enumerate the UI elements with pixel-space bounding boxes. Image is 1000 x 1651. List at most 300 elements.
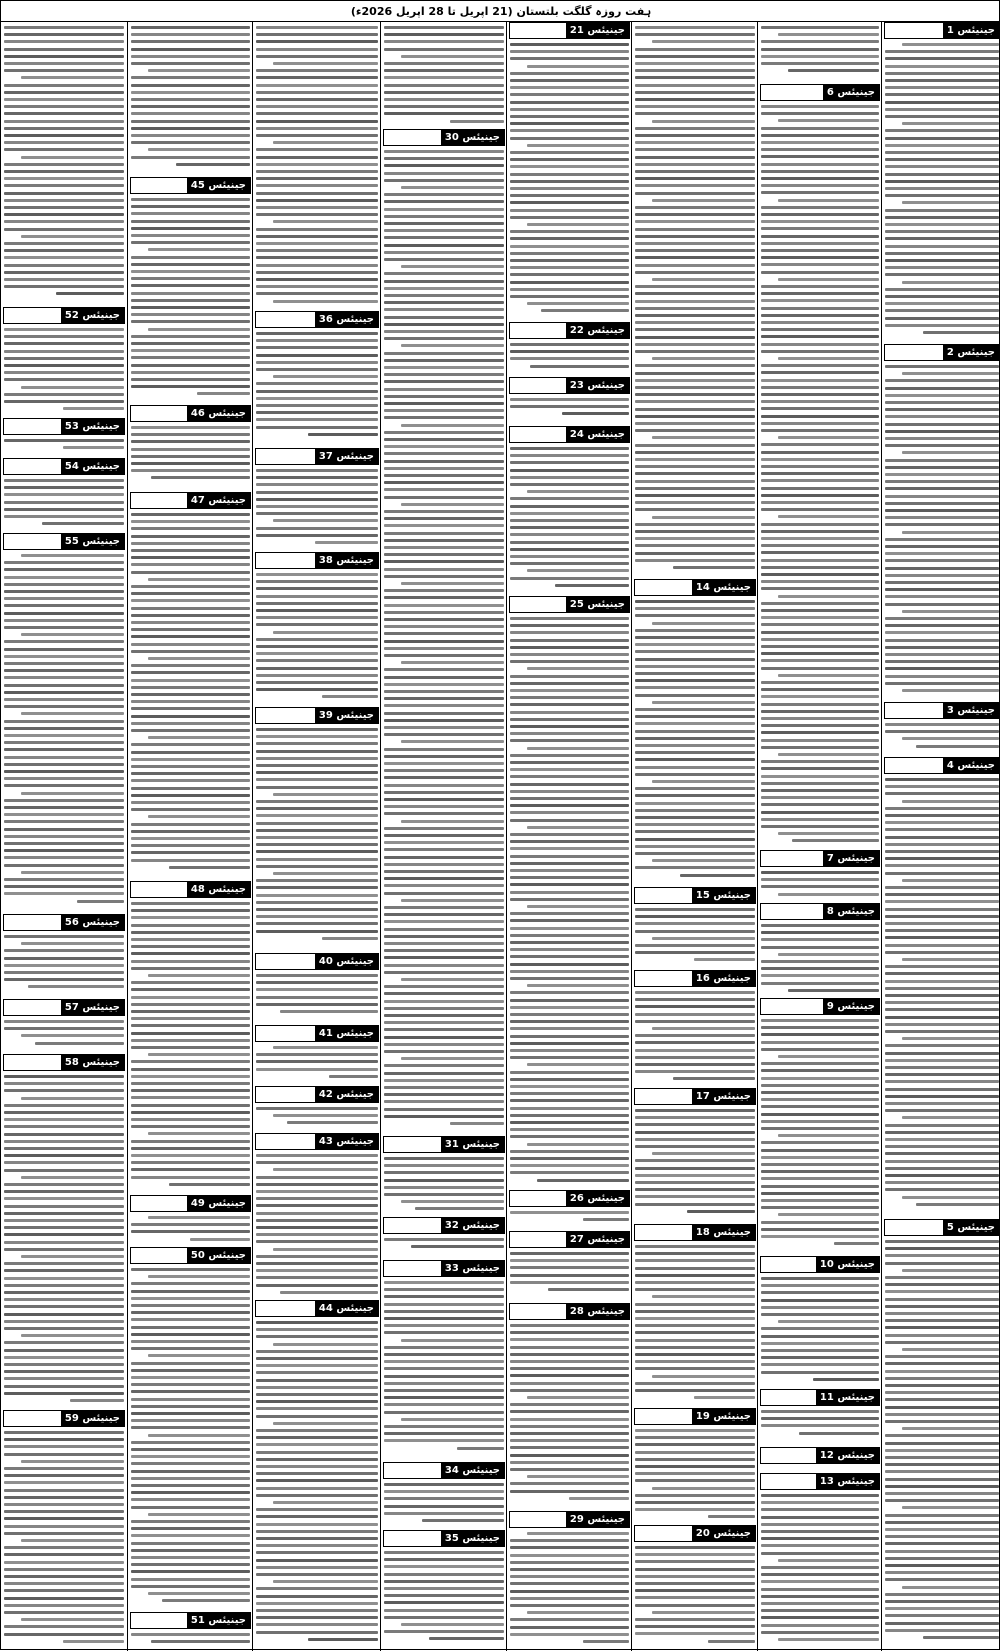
text-line — [510, 1633, 629, 1636]
text-line — [652, 436, 755, 439]
text-line — [384, 287, 504, 290]
text-line — [256, 91, 378, 94]
text-line — [287, 1121, 378, 1124]
text-line — [635, 1443, 755, 1446]
section-header — [760, 1473, 880, 1490]
text-line — [197, 392, 250, 395]
section-header-rule — [256, 1301, 315, 1316]
text-line — [761, 1537, 879, 1540]
section-header-label: جینیئس 45 — [187, 178, 250, 193]
text-line — [510, 1092, 629, 1095]
text-line — [4, 1625, 124, 1628]
text-line — [384, 1403, 504, 1406]
text-line — [510, 912, 629, 915]
text-line — [761, 220, 879, 223]
text-line — [510, 1049, 629, 1052]
text-line — [885, 1470, 999, 1473]
section-header-rule — [256, 1087, 315, 1102]
text-line — [256, 483, 378, 486]
text-line — [885, 821, 999, 824]
text-line — [384, 1064, 504, 1067]
text-line — [131, 1318, 250, 1321]
text-line — [885, 588, 999, 591]
text-line — [4, 1089, 124, 1092]
text-line — [761, 1206, 879, 1209]
text-line — [4, 1183, 124, 1186]
text-line — [384, 1007, 504, 1010]
text-line — [131, 1470, 250, 1473]
text-line — [885, 1622, 999, 1625]
text-line — [510, 675, 629, 678]
text-line — [527, 144, 629, 147]
text-line — [761, 946, 879, 949]
text-line — [510, 811, 629, 814]
text-line — [885, 115, 999, 118]
text-line — [256, 1602, 378, 1605]
article-text-block — [381, 24, 506, 127]
text-line — [761, 587, 879, 590]
text-line — [384, 208, 504, 211]
text-line — [635, 1501, 755, 1504]
text-line — [131, 1563, 250, 1566]
text-line — [256, 1386, 378, 1389]
text-line — [510, 1020, 629, 1023]
section-header — [255, 1133, 379, 1150]
text-line — [510, 955, 629, 958]
text-line — [384, 69, 504, 72]
text-line — [635, 429, 755, 432]
text-line — [4, 1269, 124, 1272]
text-line — [761, 1371, 879, 1374]
text-line — [70, 1399, 124, 1402]
text-line — [761, 580, 879, 583]
text-line — [308, 1638, 378, 1641]
text-line — [131, 1527, 250, 1530]
text-line — [527, 1396, 629, 1399]
text-line — [4, 1212, 124, 1215]
text-line — [885, 79, 999, 82]
text-line — [256, 858, 378, 861]
text-line — [384, 654, 504, 657]
text-line — [680, 874, 755, 877]
text-line — [151, 1640, 250, 1643]
text-line — [635, 1181, 755, 1184]
text-line — [21, 942, 124, 945]
text-line — [799, 1432, 879, 1435]
text-line — [21, 1460, 124, 1463]
section-header-rule — [4, 534, 61, 549]
text-line — [510, 739, 629, 742]
text-line — [4, 105, 124, 108]
text-line — [273, 631, 378, 634]
section-header — [3, 458, 125, 475]
text-line — [510, 1590, 629, 1593]
text-line — [761, 1417, 879, 1420]
text-line — [256, 491, 378, 494]
text-line — [131, 1556, 250, 1559]
text-line — [885, 1413, 999, 1416]
text-line — [384, 1558, 504, 1561]
text-line — [510, 209, 629, 212]
text-line — [885, 1514, 999, 1517]
text-line — [131, 1268, 250, 1271]
article-text-block — [758, 1492, 881, 1649]
text-line — [687, 1210, 755, 1213]
text-line — [635, 1195, 755, 1198]
text-line — [885, 1406, 999, 1409]
text-line — [761, 1501, 879, 1504]
text-line — [384, 805, 504, 808]
text-line — [4, 256, 124, 259]
section-header-rule — [761, 1257, 816, 1272]
text-line — [635, 300, 755, 303]
article-text-block — [882, 1238, 1000, 1649]
section-header — [509, 596, 630, 613]
text-line — [885, 1607, 999, 1610]
section-header — [760, 1447, 880, 1464]
text-line — [761, 1228, 879, 1231]
text-line — [510, 840, 629, 843]
text-line — [131, 1534, 250, 1537]
text-line — [256, 1226, 378, 1229]
text-line — [4, 501, 124, 504]
text-line — [4, 48, 124, 51]
text-line — [635, 307, 755, 310]
text-line — [4, 1561, 124, 1564]
text-line — [885, 1600, 999, 1603]
text-line — [131, 1089, 250, 1092]
text-line — [384, 150, 504, 153]
text-line — [384, 625, 504, 628]
text-line — [885, 72, 999, 75]
section-header-rule — [4, 1055, 61, 1070]
text-line — [4, 242, 124, 245]
text-line — [885, 1384, 999, 1387]
text-line — [635, 1339, 755, 1342]
text-line — [510, 855, 629, 858]
text-line — [256, 170, 378, 173]
text-line — [256, 512, 378, 515]
text-line — [510, 1099, 629, 1102]
text-line — [256, 778, 378, 781]
text-line — [384, 84, 504, 87]
text-line — [256, 33, 378, 36]
text-line — [635, 1429, 755, 1432]
text-line — [384, 676, 504, 679]
text-line — [902, 1196, 999, 1199]
text-line — [256, 1357, 378, 1360]
text-line — [384, 553, 504, 556]
text-line — [885, 86, 999, 89]
section-header-label: جینیئس 10 — [816, 1257, 879, 1272]
text-line — [635, 292, 755, 295]
text-line — [4, 1467, 124, 1470]
text-line — [384, 668, 504, 671]
text-line — [131, 1383, 250, 1386]
section-header-label: جینیئس 18 — [692, 1225, 755, 1240]
text-line — [384, 575, 504, 578]
text-line — [256, 1364, 378, 1367]
text-line — [761, 652, 879, 655]
text-line — [761, 1424, 879, 1427]
text-line — [4, 264, 124, 267]
text-line — [885, 639, 999, 642]
text-line — [384, 560, 504, 563]
text-line — [652, 622, 755, 625]
text-line — [131, 693, 250, 696]
text-line — [510, 259, 629, 262]
text-line — [510, 1410, 629, 1413]
text-line — [635, 206, 755, 209]
text-line — [635, 1288, 755, 1291]
text-line — [4, 1445, 124, 1448]
text-line — [761, 400, 879, 403]
text-line — [885, 1073, 999, 1076]
text-line — [4, 213, 124, 216]
text-line — [635, 1465, 755, 1468]
text-line — [652, 1611, 755, 1614]
text-line — [131, 542, 250, 545]
text-line — [131, 1448, 250, 1451]
text-line — [384, 380, 504, 383]
text-line — [411, 1245, 504, 1248]
text-line — [256, 1465, 378, 1468]
text-line — [131, 513, 250, 516]
text-line — [131, 1104, 250, 1107]
text-line — [131, 1223, 250, 1226]
text-line — [384, 870, 504, 873]
text-line — [694, 1396, 755, 1399]
text-line — [885, 965, 999, 968]
text-line — [131, 84, 250, 87]
text-line — [384, 769, 504, 772]
text-line — [384, 1389, 504, 1392]
text-line — [131, 599, 250, 602]
text-line — [510, 682, 629, 685]
text-line — [885, 581, 999, 584]
article-text-block — [381, 1279, 506, 1460]
text-line — [635, 1159, 755, 1162]
text-line — [256, 822, 378, 825]
text-line — [63, 407, 124, 410]
text-line — [384, 1601, 504, 1604]
text-line — [885, 57, 999, 60]
text-line — [885, 617, 999, 620]
text-line — [885, 379, 999, 382]
text-line — [510, 1561, 629, 1564]
text-line — [4, 691, 124, 694]
text-line — [21, 1176, 124, 1179]
text-line — [273, 1343, 378, 1346]
text-line — [131, 378, 250, 381]
text-line — [761, 1019, 879, 1022]
text-line — [384, 1295, 504, 1298]
text-line — [401, 344, 504, 347]
text-line — [4, 806, 124, 809]
section-header — [509, 1303, 630, 1320]
text-line — [384, 164, 504, 167]
text-line — [273, 1501, 378, 1504]
text-line — [131, 1542, 250, 1545]
text-line — [4, 33, 124, 36]
section-header-label: جینیئس 35 — [441, 1531, 504, 1546]
text-line — [131, 1168, 250, 1171]
article-text-block — [882, 363, 1000, 700]
text-line — [778, 33, 879, 36]
text-line — [4, 1027, 124, 1030]
text-line — [148, 1053, 250, 1056]
text-line — [256, 249, 378, 252]
text-line — [131, 707, 250, 710]
text-line — [21, 1255, 124, 1258]
text-line — [555, 584, 629, 587]
text-line — [131, 1347, 250, 1350]
text-line — [761, 1616, 879, 1619]
text-line — [148, 974, 250, 977]
text-line — [4, 1284, 124, 1287]
text-line — [384, 1021, 504, 1024]
text-line — [4, 1147, 124, 1150]
text-line — [761, 242, 879, 245]
text-line — [256, 1262, 378, 1265]
text-line — [635, 271, 755, 274]
text-line — [4, 249, 124, 252]
text-line — [635, 1245, 755, 1248]
text-line — [4, 561, 124, 564]
text-line — [635, 192, 755, 195]
text-line — [21, 1618, 124, 1621]
text-line — [885, 144, 999, 147]
text-line — [885, 1290, 999, 1293]
text-line — [256, 285, 378, 288]
text-line — [885, 785, 999, 788]
text-line — [635, 451, 755, 454]
text-line — [4, 486, 124, 489]
text-line — [885, 1023, 999, 1026]
text-line — [761, 1199, 879, 1202]
text-line — [384, 1303, 504, 1306]
section-header — [760, 1389, 880, 1406]
text-line — [902, 737, 999, 740]
text-line — [4, 285, 124, 288]
text-line — [256, 1487, 378, 1490]
text-line — [256, 235, 378, 238]
text-line — [510, 847, 629, 850]
text-line — [131, 1068, 250, 1071]
text-line — [761, 299, 879, 302]
text-line — [131, 448, 250, 451]
text-line — [902, 1586, 999, 1589]
text-line — [885, 893, 999, 896]
text-line — [131, 830, 250, 833]
text-line — [761, 1235, 879, 1238]
text-line — [384, 402, 504, 405]
text-line — [4, 828, 124, 831]
article-text-block — [507, 1322, 631, 1509]
text-line — [635, 1005, 755, 1008]
text-line — [4, 1248, 124, 1251]
text-line — [885, 929, 999, 932]
text-line — [885, 129, 999, 132]
text-line — [510, 1252, 629, 1255]
text-line — [384, 1171, 504, 1174]
text-line — [384, 215, 504, 218]
text-line — [885, 1240, 999, 1243]
text-line — [635, 1479, 755, 1482]
article-text-block — [758, 869, 881, 901]
article-text-block — [253, 24, 380, 309]
text-line — [457, 1447, 504, 1450]
text-line — [21, 712, 124, 715]
text-line — [415, 1207, 504, 1210]
section-header-label: جینیئس 30 — [441, 130, 504, 145]
text-line — [652, 278, 755, 281]
text-line — [510, 1360, 629, 1363]
text-line — [635, 184, 755, 187]
text-line — [131, 628, 250, 631]
text-line — [256, 361, 378, 364]
text-line — [256, 807, 378, 810]
text-line — [510, 617, 629, 620]
section-header — [383, 129, 505, 146]
text-line — [256, 1530, 378, 1533]
text-line — [635, 1546, 755, 1549]
text-line — [635, 1367, 755, 1370]
text-line — [21, 792, 124, 795]
text-line — [902, 201, 999, 204]
text-line — [4, 1125, 124, 1128]
text-line — [885, 1614, 999, 1617]
text-line — [131, 349, 250, 352]
text-line — [635, 314, 755, 317]
section-header-label: جینیئس 9 — [823, 999, 879, 1014]
text-line — [885, 915, 999, 918]
text-line — [131, 105, 250, 108]
section-header-label: جینیئس 37 — [315, 449, 378, 464]
text-line — [384, 330, 504, 333]
text-line — [384, 452, 504, 455]
text-line — [885, 1391, 999, 1394]
text-line — [510, 804, 629, 807]
section-header — [3, 418, 125, 435]
text-line — [530, 365, 629, 368]
text-line — [885, 1247, 999, 1250]
text-line — [256, 1233, 378, 1236]
section-header-rule — [635, 580, 692, 595]
text-line — [635, 127, 755, 130]
text-line — [4, 1517, 124, 1520]
text-line — [131, 931, 250, 934]
text-line — [635, 998, 755, 1001]
text-line — [885, 559, 999, 562]
text-line — [131, 607, 250, 610]
text-line — [256, 134, 378, 137]
text-line — [761, 1084, 879, 1087]
text-line — [4, 26, 124, 29]
text-line — [635, 1346, 755, 1349]
text-line — [256, 1269, 378, 1272]
article-text-block — [632, 598, 757, 885]
text-line — [635, 487, 755, 490]
text-line — [384, 40, 504, 43]
text-line — [384, 798, 504, 801]
text-line — [4, 1597, 124, 1600]
text-line — [635, 1458, 755, 1461]
text-line — [4, 849, 124, 852]
text-line — [131, 679, 250, 682]
text-line — [761, 818, 879, 821]
text-line — [885, 552, 999, 555]
